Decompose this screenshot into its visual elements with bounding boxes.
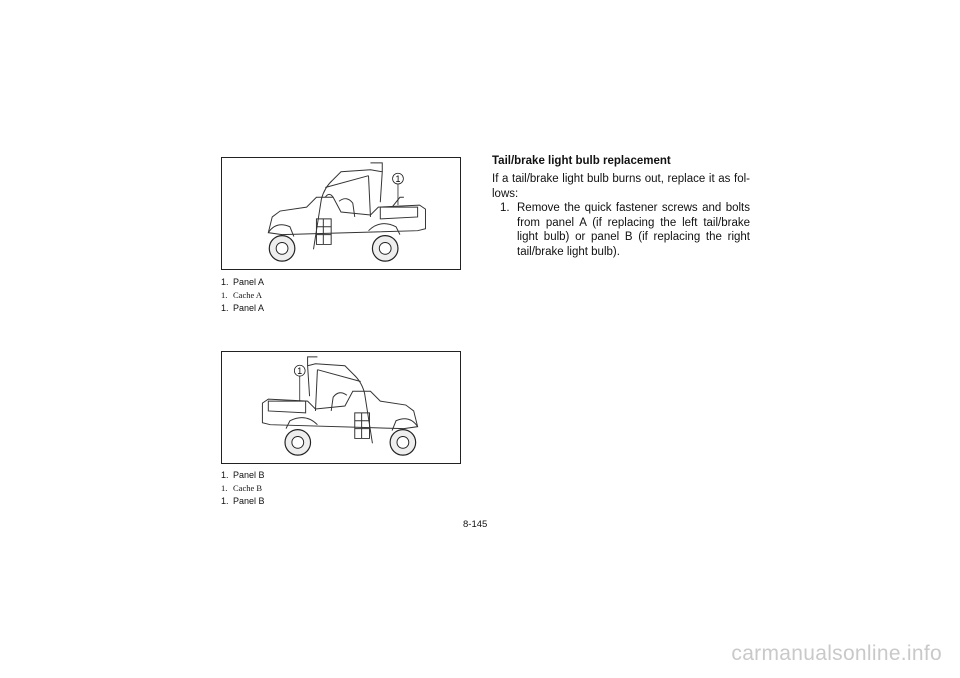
section-heading: Tail/brake light bulb replacement	[492, 155, 671, 167]
caption-panel-b-en: 1. Panel B	[221, 470, 265, 480]
caption-panel-b-es: 1. Panel B	[221, 496, 265, 506]
vehicle-illustration-left-side	[222, 158, 460, 269]
vehicle-illustration-right-side	[222, 352, 460, 463]
watermark: carmanualsonline.info	[731, 642, 942, 665]
caption-panel-b-fr: 1. Cache B	[221, 483, 263, 493]
step-number: 1.	[500, 202, 510, 214]
caption-panel-a-fr: 1. Cache A	[221, 290, 263, 300]
caption-panel-a-en: 1. Panel A	[221, 277, 265, 287]
caption-panel-a-es: 1. Panel A	[221, 303, 265, 313]
callout-number: 1	[395, 174, 401, 185]
page-number: 8-145	[463, 519, 488, 530]
figure-panel-b	[221, 351, 461, 464]
step-text: Remove the quick fastener screws and bolts from panel A (if replacing the left tail/brake light bulb) or panel B (if replacing the right tail/brake light bulb).	[517, 202, 750, 258]
figure-panel-a	[221, 157, 461, 270]
section-intro: If a tail/brake light bulb burns out, replace it as fol-lows:	[492, 173, 750, 200]
callout-number: 1	[297, 366, 303, 377]
step-item	[500, 201, 750, 259]
